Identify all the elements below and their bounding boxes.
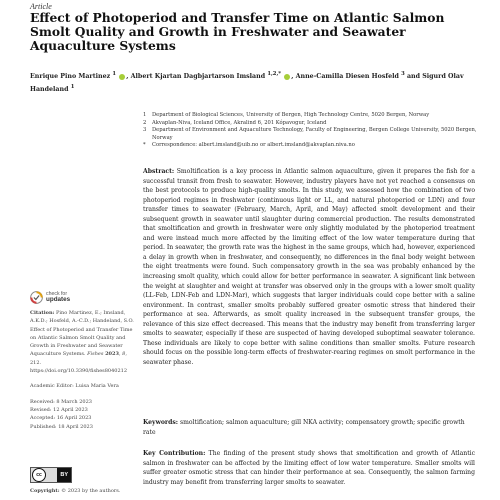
- author-affiliation-ref: 1,2,*: [267, 71, 282, 77]
- check-for-updates-button[interactable]: [30, 287, 90, 307]
- creative-commons-icon: cc: [32, 468, 46, 482]
- article-sidebar: [30, 309, 134, 431]
- correspondence-marker: *: [143, 142, 146, 149]
- author-affiliation-ref: 3: [401, 71, 405, 77]
- academic-editor: [30, 382, 134, 390]
- affiliation-item: [143, 142, 483, 150]
- affiliation-number: 1: [143, 112, 147, 118]
- check-updates-icon: [30, 291, 43, 304]
- author-separator: ,: [291, 73, 296, 81]
- affiliation-item: [143, 120, 483, 128]
- copyright-notice: [30, 488, 134, 495]
- abstract-label: Abstract:: [143, 168, 175, 175]
- citation-doi-link[interactable]: , 212. https://doi.org/10.3390/fishes8040212: [30, 351, 128, 375]
- academic-editor-label: Academic Editor:: [30, 383, 74, 390]
- affiliation-list: [143, 112, 483, 150]
- cc-by-license-badge[interactable]: [30, 467, 72, 483]
- check-updates-line1: check for: [46, 291, 68, 297]
- published-date: Published: 18 April 2023: [30, 423, 93, 430]
- author-list: [30, 69, 480, 95]
- abstract: [143, 167, 475, 367]
- orcid-icon[interactable]: [284, 74, 290, 80]
- article-type-label: Article: [30, 2, 52, 11]
- author-affiliation-ref: 1: [112, 71, 117, 77]
- academic-editor-name: Luisa Maria Vera: [75, 383, 119, 390]
- received-date: Received: 8 March 2023: [30, 398, 92, 405]
- key-contribution: [143, 449, 475, 487]
- orcid-icon[interactable]: [119, 74, 125, 80]
- by-icon: BY: [57, 468, 71, 482]
- keywords: [143, 418, 475, 437]
- accepted-date: Accepted: 16 April 2023: [30, 415, 92, 422]
- citation-journal: Fishes: [87, 351, 104, 358]
- keywords-label: Keywords:: [143, 419, 179, 426]
- correspondence-text[interactable]: Correspondence: albert.imsland@uib.no or albert.imsland@akvaplan.niva.no: [152, 142, 355, 149]
- author-name[interactable]: Anne-Camilla Diesen Hosfeld: [295, 73, 399, 81]
- abstract-text: Smoltification is a key process in Atlantic salmon aquaculture, given it prepares the fish for a successful transit from fresh to seawater. However, industry players have not yet reached a consensus on the best protocols to produce high-quality smolts. In this study, we assessed how the combination of two photoperiod regimes in freshwater (continuous light or LL, and natural photoperiod or LDN) and four transfer times to seawater (February, March, April, and May) affected smolt development and their subsequent growth in seawater until slaughter during commercial production. The results demonstrated that smoltification and growth in freshwater were only slightly modulated by the photoperiod treatment and were instead much more affected by the limiting effect of the low water temperature during that period. In seawater, the growth rate was the highest in the same groups, which had, however, experienced a delay in growth when in freshwater, and consequently, no differences in the final body weight between the eight treatments were found. Such compensatory growth in the sea was probably enhanced by the increasing smolt quality, which could allow for better performance in seawater. A significant link between the weight at slaughter and weight at transfer was observed only in the groups with a lower smolt quality (LL-Feb, LDN-Feb and LDN-Mar), which suggests that larger individuals could cope better with a saline environment. In contrast, smaller smolts probably suffered greater osmotic stress that hindered their performance at sea. Afterwards, as smolt quality increased in the subsequent transfer groups, the relevance of this size effect decreased. This means that the industry may benefit from transferring larger smolts to seawater, especially if these are suspected of having developed suboptimal seawater tolerance. These individuals are likely to cope better with saline conditions than smaller smolts. Future research should focus on the possible long-term effects of freshwater-rearing regimes on smolt performance in the seawater phase.: [143, 168, 475, 366]
- citation-text: Pino Martinez, E.; Imsland, A.K.D.; Hosfeld, A.-C.D.; Handeland, S.O. Effect of Photoperiod and Transfer Time on Atlantic Salmon Smolt Quality and Growth in Freshwater and Seawater Aquaculture Systems.: [30, 310, 134, 358]
- affiliation-number: 2: [143, 119, 147, 126]
- key-contribution-label: Key Contribution:: [143, 450, 206, 457]
- citation-label: Citation:: [30, 310, 55, 316]
- key-contribution-text: The finding of the present study shows that smoltification and growth of Atlantic salmon in freshwater can be affected by the limiting effect of low water temperature. Smaller smolts will suffer greater osmotic stress that can hinder their performance at sea. Consequently, the salmon farming industry may benefit from transferring larger smolts to seawater.: [143, 450, 476, 486]
- copyright-label: Copyright:: [30, 488, 60, 494]
- affiliation-text: Department of Environment and Aquaculture Technology, Faculty of Engineering, Bergen College University, 5020 Bergen, Norway: [152, 127, 477, 141]
- author-name[interactable]: Sigurd Olav Handeland: [30, 73, 464, 94]
- author-name[interactable]: Albert Kjartan Dagbjartarson Imsland: [130, 73, 266, 81]
- citation-year: 2023: [105, 351, 119, 358]
- paper-title: Effect of Photoperiod and Transfer Time on Atlantic Salmon Smolt Quality and Growth in Freshwater and Seawater Aquaculture Systems: [30, 10, 445, 53]
- keywords-text: smoltification; salmon aquaculture; gill NKA activity; compensatory growth; specific growth rate: [143, 419, 465, 436]
- author-affiliation-ref: 1: [70, 84, 75, 91]
- author-separator: ,: [126, 73, 131, 81]
- author-separator: and: [406, 73, 423, 81]
- affiliation-item: [143, 127, 483, 142]
- affiliation-text: Akvaplan-Niva, Iceland Office, Akralind 6, 201 Kópavogur, Iceland: [152, 119, 327, 126]
- affiliation-number: 3: [143, 127, 147, 134]
- author-name[interactable]: Enrique Pino Martinez: [30, 73, 111, 81]
- check-updates-line2: updates: [46, 296, 71, 303]
- citation-volume: 8: [122, 351, 126, 358]
- affiliation-text: Department of Biological Sciences, University of Bergen, High Technology Centre, 5020 Bergen, Norway: [152, 112, 430, 118]
- revised-date: Revised: 12 April 2023: [30, 406, 88, 413]
- citation: Citation: Pino Martinez, E.; Imsland, A.K.D.; Hosfeld, A.-C.D.; Handeland, S.O. Effect of Photoperiod and Transfer Time on Atlantic Salmon Smolt Quality and Growth in Freshwater and Seawater Aquaculture Systems. Fishes 2023, 8, 212. https://doi.org/10.3390/fishes8040212: [30, 310, 134, 375]
- affiliation-item: [143, 112, 483, 120]
- copyright-text: © 2023 by the authors.: [61, 488, 121, 494]
